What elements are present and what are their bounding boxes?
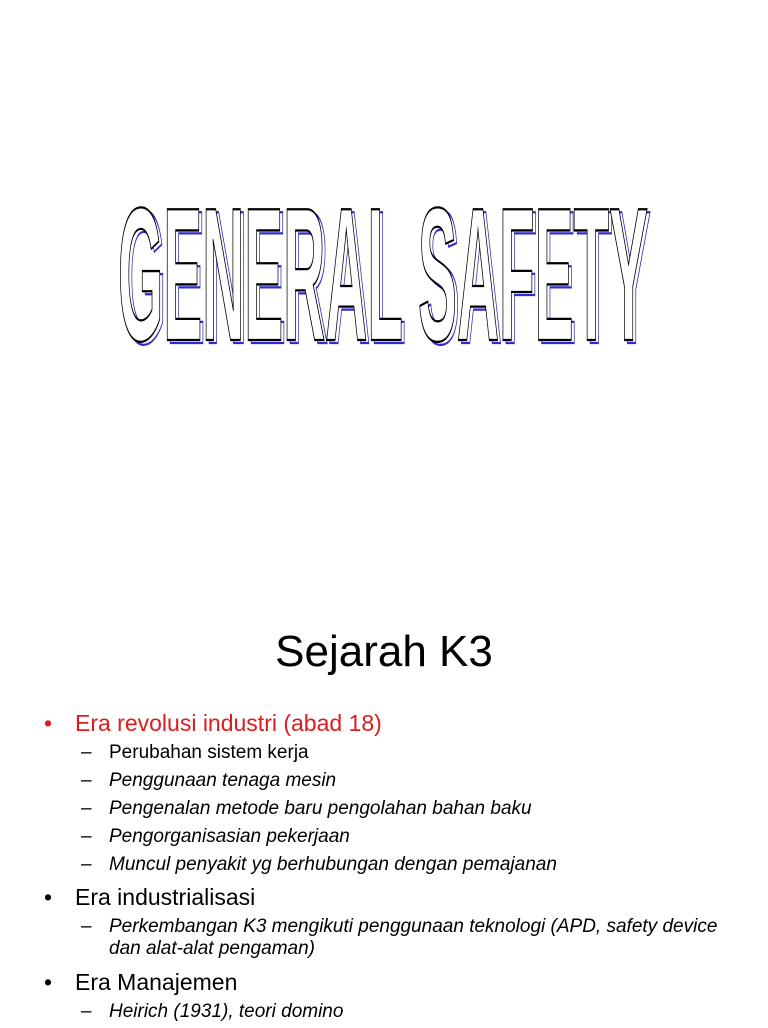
bullet-era-revolusi-industri [44, 707, 744, 739]
sub-item: – Perubahan sistem kerja [81, 742, 309, 763]
bullet-dot: • [44, 884, 53, 910]
bullet-list [44, 707, 744, 1028]
bullet-label: Era Manajemen [75, 969, 238, 995]
bullet-era-industrialisasi [44, 881, 744, 913]
wordart-title-shadow: GENERAL SAFETY [120, 172, 651, 385]
wordart-title [0, 140, 768, 400]
sub-item: – Perkembangan K3 mengikuti penggunaan teknologi (APD, safety device dan alat-alat pengaman) [81, 916, 718, 959]
sub-item: – Pengenalan metode baru pengolahan bahan baku [81, 798, 532, 819]
slide-general-safety [0, 0, 768, 512]
sub-item: – Pengorganisasian pekerjaan [81, 826, 350, 847]
bullet-dot: • [44, 710, 53, 736]
slide-sejarah-k3 [0, 512, 768, 1024]
sub-item: – Penggunaan tenaga mesin [81, 770, 337, 791]
sub-list [44, 998, 744, 1026]
sub-item: – Muncul penyakit yg berhubungan dengan pemajanan [81, 854, 557, 875]
sub-item: – Heirich (1931), teori domino [81, 1001, 344, 1022]
bullet-label: Era revolusi industri (abad 18) [75, 710, 382, 736]
slide-title: Sejarah K3 [275, 627, 493, 676]
sub-list [44, 913, 744, 964]
bullet-label: Era industrialisasi [75, 884, 256, 910]
sub-list [44, 739, 744, 879]
bullet-era-manajemen [44, 966, 744, 998]
wordart-title-text: GENERAL SAFETY [117, 169, 648, 382]
bullet-dot: • [44, 969, 53, 995]
